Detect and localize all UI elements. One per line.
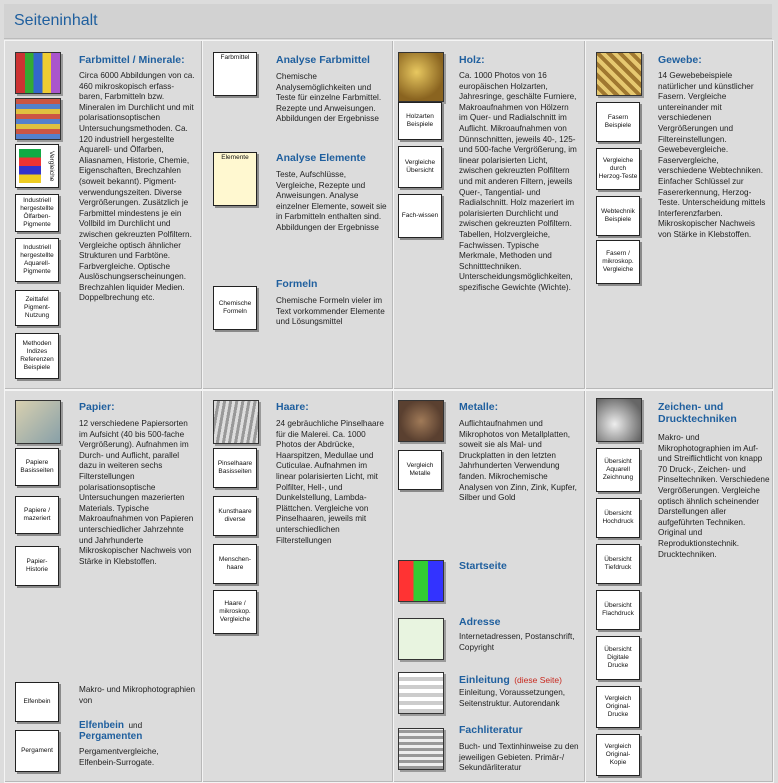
button-label: Kunsthaare diverse xyxy=(218,508,252,523)
button-label: Übersicht Flachdruck xyxy=(602,602,634,617)
und-text: und xyxy=(128,721,143,730)
button-label: Vergleich Metalle xyxy=(406,462,434,477)
vergleiche-label: Vergleiche xyxy=(48,150,55,182)
button-label: Elfenbein xyxy=(23,698,51,705)
methoden-button[interactable] xyxy=(15,333,59,379)
adresse-text: Internetadressen, Postanschrift, Copyright xyxy=(459,632,575,652)
holz-thumbnail[interactable] xyxy=(398,52,444,102)
haare-heading[interactable]: Haare: xyxy=(276,401,309,413)
farbmittel-description: Circa 6000 Abbildungen von ca. 460 mikroskopisch erfass-baren, Farbmitteln bzw. Mineralen im Durchlicht und mit polarisationsoptischen Untersuchungsmethoden. Ca. 120 industriell hergestellte Aquarell- und Ölfarben, Aliasnamen, Historie, Chemie, Eigenschaften, Brechzahlen (soweit bekannt). Pigment-verwendungszeiten. Diverse Vergrößerungen. Zusätzlich je Farbmittel mindestens je ein Vollbild im Durchlicht und zwischen gekreuzten Polfiltern. Vergleiche optisch ähnlicher Strukturen und Farbtöne. Farbvergleiche. Optische Auslöschungserscheinungen. Brechzahlen liquider Medien. Doppelbrechung etc. xyxy=(79,71,195,303)
analyse-elemente-text: Teste, Aufschlüsse, Vergleiche, Rezepte und Anweisungen. Analyse einzelner Elemente, soweit sie in Farbmitteln enthalten sind. Abbildungen der Ergebnisse xyxy=(276,170,387,232)
uebersicht-aquarell-button[interactable] xyxy=(596,448,640,492)
button-label: Pinselhaare Basisseiten xyxy=(217,460,253,475)
vergleiche-swatch-icon xyxy=(19,149,41,183)
fasern-beispiele-button[interactable] xyxy=(596,102,640,142)
einleitung-heading[interactable]: Einleitung xyxy=(459,674,510,686)
button-label: Übersicht Hochdruck xyxy=(602,510,634,525)
button-label: Zeittafel Pigment-Nutzung xyxy=(23,296,50,319)
header-bar xyxy=(4,4,772,39)
oelfarben-pigmente-button[interactable] xyxy=(15,194,59,232)
uebersicht-digitale-drucke-button[interactable] xyxy=(596,636,640,680)
papiere-basisseiten-button[interactable] xyxy=(15,448,59,486)
button-label: Papiere Basisseiten xyxy=(20,459,54,474)
button-label: Industriell hergestellte Aquarell-Pigmente xyxy=(20,244,54,275)
zeittafel-button[interactable] xyxy=(15,290,59,326)
pergamenten-heading[interactable]: Pergamenten xyxy=(79,731,143,742)
pigment-samples-thumbnail[interactable] xyxy=(15,98,61,140)
fachliteratur-books-icon[interactable] xyxy=(398,728,444,770)
papier-historie-button[interactable] xyxy=(15,546,59,586)
button-label: Pergament xyxy=(21,747,53,754)
uebersicht-hochdruck-button[interactable] xyxy=(596,498,640,538)
fachliteratur-heading[interactable]: Fachliteratur xyxy=(459,724,523,736)
elfenbein-heading[interactable]: Elfenbein xyxy=(79,720,125,731)
pigment-grid-thumbnail[interactable] xyxy=(15,52,61,94)
button-label: Fasern / mikroskop. Vergleiche xyxy=(602,250,634,273)
papier-heading[interactable]: Papier: xyxy=(79,401,115,413)
fasern-vergleiche-button[interactable] xyxy=(596,240,640,284)
vergleiche-button[interactable] xyxy=(15,144,59,188)
button-label: Webtechnik Beispiele xyxy=(601,208,635,223)
button-label: Papiere / mazeriert xyxy=(23,507,51,522)
papier-description: 12 verschiedene Papiersorten im Aufsicht (40 bis 500-fache Vergrößerung). Aufnahmen im Durch- und Auflicht, parallel dazu in weiteren sechs Filterstellungen polarisationsoptische Untersuchungen mazerierten Materials. Typische Makroaufnahmen von Papieren unterschiedlicher Jahrzehnte und Jahrhunderte Mikroskopischer Nachweis von Stärke in Klebstoffen. xyxy=(79,419,194,566)
button-label: Übersicht Aquarell Zeichnung xyxy=(602,458,634,481)
button-label: Übersicht Digitale Drucke xyxy=(604,646,632,669)
content-grid xyxy=(4,40,772,781)
einleitung-page-icon[interactable] xyxy=(398,672,444,714)
elfenbein-button[interactable] xyxy=(15,682,59,722)
button-label: Methoden Indizes Referenzen Beispiele xyxy=(20,340,54,371)
button-label: Farbmittel xyxy=(220,54,250,61)
vergleiche-uebersicht-button[interactable] xyxy=(398,146,442,188)
zeichen-description: Makro- und Mikrophotographien im Auf- und Streiflichtlicht von knapp 70 Druck-, Zeichen- und Pinseltechniken. Verschiedene Vergrößerungen. Vergleiche optisch ähnlich scheinender Darstellungen aller aufgeführten Techniken. Original und Reproduktionstechnik. Drucktechniken. xyxy=(658,433,770,559)
fachwissen-button[interactable] xyxy=(398,194,442,238)
button-label: Industriell hergestellte Ölfarben-Pigmente xyxy=(20,197,54,228)
metalle-heading[interactable]: Metalle: xyxy=(459,401,499,413)
button-label: Haare / mikroskop. Vergleiche xyxy=(219,600,251,623)
elfenbein-description: Pergamentvergleiche, Elfenbein-Surrogate. xyxy=(79,747,159,767)
vergleich-original-drucke-button[interactable] xyxy=(596,686,640,728)
adresse-building-icon[interactable] xyxy=(398,618,444,660)
startseite-color-icon[interactable] xyxy=(398,560,444,602)
uebersicht-tiefdruck-button[interactable] xyxy=(596,544,640,584)
gewebe-heading[interactable]: Gewebe: xyxy=(658,54,702,66)
farbmittel-heading[interactable]: Farbmittel / Minerale: xyxy=(79,54,185,66)
gewebe-thumbnail[interactable] xyxy=(596,52,642,96)
zeichen-thumbnail[interactable] xyxy=(596,398,642,442)
button-label: Holzarten Beispiele xyxy=(406,113,434,128)
haare-vergleiche-button[interactable] xyxy=(213,590,257,634)
zeichen-heading[interactable]: Zeichen- und Drucktechniken xyxy=(658,401,737,425)
holz-description: Ca. 1000 Photos von 16 europäischen Holzarten, Jahresringe, geschälte Furniere, Makroaufnahmen von Hölzern im Quer- und Radialschnitt im Auflicht. Mikroaufnahmen von Dünnschnitten, jeweils 40-, 125- und 500-fache Vergrößerung, im linear polarisierten Licht, zwischen gekreuzten Polfiltern und mit anderen Filtern, jeweils Quer-, Tangential- und Radialschnitt. Holz mazeriert im polarisierten Durchlicht und zwischen gekreuzten Polfiltern. Tabellen, Holzvergleiche, Fachwissen. Typische Merkmale, Methoden und Schnitttechniken. Unterscheidungsmöglichkeiten, spezifische Gewichte (Wichte). xyxy=(459,71,577,292)
analyse-farbmittel-text: Chemische Analysemöglichkeiten und Teste für einzelne Farbmittel. Rezepte und Anweisungen. Abbildungen der Ergebnisse xyxy=(276,72,382,124)
uebersicht-flachdruck-button[interactable] xyxy=(596,590,640,630)
holz-heading[interactable]: Holz: xyxy=(459,54,485,66)
button-label: Vergleiche Übersicht xyxy=(404,159,436,174)
formeln-text: Chemische Formeln vieler im Text vorkommender Elemente und Lösungsmittel xyxy=(276,296,385,327)
fachliteratur-text: Buch- und Textinhinweise zu den jeweiligen Gebieten. Primär-/ Sekundärliteratur xyxy=(459,742,579,773)
startseite-heading[interactable]: Startseite xyxy=(459,560,507,572)
haare-description: 24 gebräuchliche Pinselhaare für die Malerei. Ca. 1000 Photos der Abdrücke, Haarspitzen, Medullae und Cuticulae. Aufnahmen im linear polarisierten Licht, mit Polfilter, Hell-, und Dunkelstellung, Lambda-Plättchen. Vergleiche von Pinselhaaren, jeweils mit unterschiedlichen Filterstellungen xyxy=(276,419,384,545)
button-label: Fach-wissen xyxy=(401,212,439,219)
pergament-button[interactable] xyxy=(15,730,59,772)
button-label: Elemente xyxy=(221,154,249,161)
formeln-heading[interactable]: Formeln xyxy=(276,278,318,290)
holzarten-button[interactable] xyxy=(398,102,442,140)
vergleich-original-kopie-button[interactable] xyxy=(596,734,640,776)
einleitung-heading-line xyxy=(459,670,562,688)
aquarell-pigmente-button[interactable] xyxy=(15,238,59,282)
elemente-button[interactable] xyxy=(213,152,257,206)
farbmittel-analyse-button[interactable] xyxy=(213,52,257,96)
button-label: Vergleiche durch Herzog-Teste xyxy=(598,157,638,180)
button-label: Fasern Beispiele xyxy=(604,114,632,129)
metalle-thumbnail[interactable] xyxy=(398,400,444,442)
button-label: Übersicht Tiefdruck xyxy=(604,556,632,571)
vergleich-metalle-button[interactable] xyxy=(398,450,442,490)
elfenbein-intro: Makro- und Mikrophotographien von xyxy=(79,685,196,705)
analyse-elemente-heading[interactable]: Analyse Elemente xyxy=(276,152,366,164)
haare-thumbnail[interactable] xyxy=(213,400,259,444)
gewebe-description: 14 Gewebebeispiele natürlicher und künstlicher Fasern. Vergleiche untereinander mit verschiedenen Vergrößerungen und Filtereinstellungen. Gewebevergleiche. Faservergleiche, verschiedene Webtechniken. Einfacher Schlüssel zur Fasererkennung, Herzog-Teste. Unterscheidung mittels Interferenzfarben. Mikroskopischer Nachweis von Stärke in Klebstoffen. xyxy=(658,71,766,239)
kunsthaare-button[interactable] xyxy=(213,496,257,536)
metalle-description: Auflichtaufnahmen und Mikrophotos von Metallplatten, soweit sie als Mal- und Druckplatten in den letzten Jahrhunderten Verwendung fanden. Mikrochemische Analysen von Zinn, Zink, Kupfer, Silber und Gold xyxy=(459,419,577,503)
einleitung-text: Einleitung, Voraussetzungen, Seitenstruktur. Autorendank xyxy=(459,688,566,708)
herzog-teste-button[interactable] xyxy=(596,148,640,190)
button-label: Menschen-haare xyxy=(218,556,252,571)
page-title: Seiteninhalt xyxy=(14,12,98,29)
analyse-farbmittel-heading[interactable]: Analyse Farbmittel xyxy=(276,54,370,66)
button-label: Vergleich Original-Drucke xyxy=(604,695,632,718)
menschenhaare-button[interactable] xyxy=(213,544,257,584)
papiere-mazeriert-button[interactable] xyxy=(15,496,59,534)
button-label: Papier-Historie xyxy=(25,558,49,573)
adresse-heading[interactable]: Adresse xyxy=(459,616,501,628)
button-label: Chemische Formeln xyxy=(218,300,252,315)
papier-thumbnail[interactable] xyxy=(15,400,61,444)
einleitung-note: (diese Seite) xyxy=(514,675,562,685)
chemische-formeln-button[interactable] xyxy=(213,286,257,330)
pinselhaare-button[interactable] xyxy=(213,448,257,488)
webtechnik-button[interactable] xyxy=(596,196,640,236)
button-label: Vergleich Original-Kopie xyxy=(604,743,632,766)
